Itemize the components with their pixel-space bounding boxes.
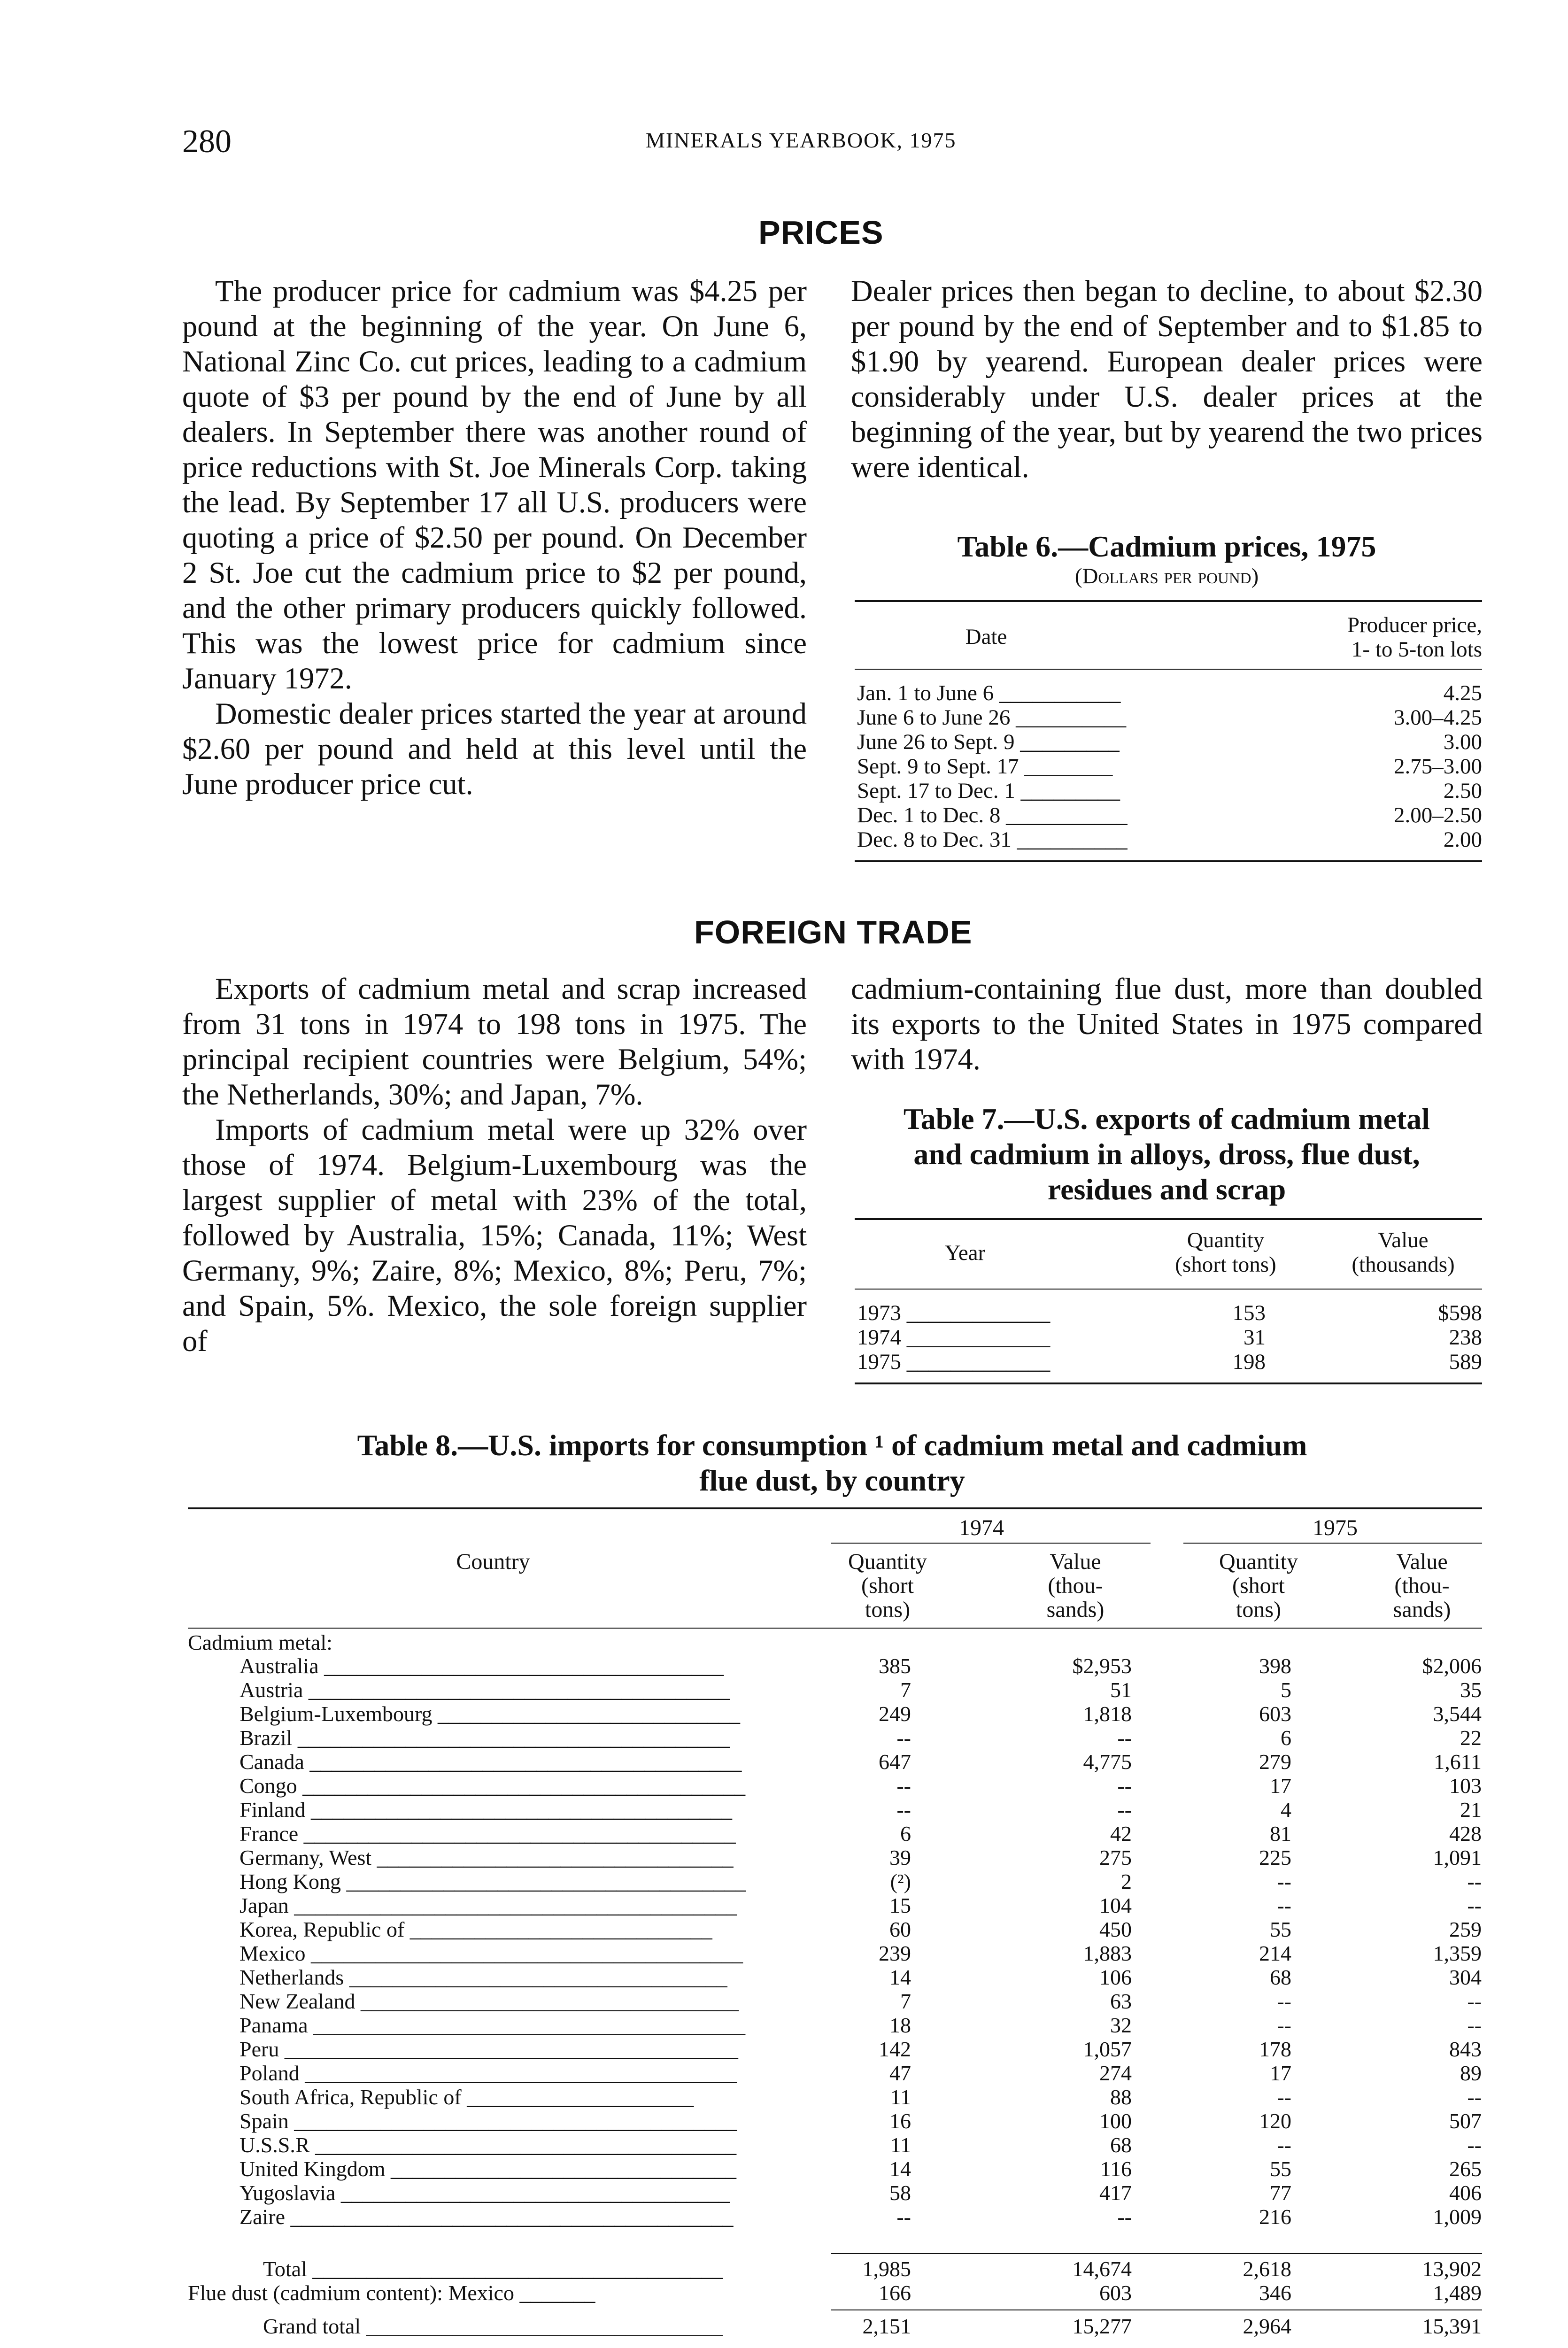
table8-value-1974: 51 [1110, 1678, 1132, 1702]
table6-row [857, 754, 1482, 779]
table8-qty-1975: 68 [1270, 1965, 1291, 1989]
table8-val1975-l3: sands) [1393, 1597, 1451, 1622]
table8-qty-1974: 6 [900, 1822, 911, 1846]
table8-country: Panama ________________________________________ [239, 2013, 746, 2037]
table8-val1975-l2: (thou- [1394, 1573, 1450, 1598]
table6-row [857, 730, 1482, 754]
table6-price: 3.00–4.25 [1394, 705, 1482, 730]
table6-bottom-rule [855, 860, 1482, 862]
table7-col-qty-line2: (short tons) [1175, 1252, 1276, 1277]
table8-value-1975: 1,091 [1433, 1846, 1482, 1869]
page-number: 280 [182, 124, 232, 160]
table7-col-value-line2: (thousands) [1352, 1252, 1455, 1277]
table8-qty-1974: 7 [900, 1989, 911, 2013]
table8-row [188, 1941, 1482, 1965]
table6-date: Sept. 17 to Dec. 1 _________ [857, 779, 1120, 803]
table8-country: Total ______________________________________ [263, 2257, 723, 2281]
table8-row [188, 1678, 1482, 1702]
table8-qty-1974: 11 [890, 2133, 911, 2157]
table8-value-1975: 13,902 [1422, 2257, 1482, 2281]
table8-value-1975: 304 [1449, 1965, 1482, 1989]
table8-value-1975: -- [1467, 1869, 1482, 1893]
table8-qty-1974: -- [896, 1798, 911, 1822]
table8-value-1974: 63 [1110, 1989, 1132, 2013]
table8-value-1975: -- [1467, 2085, 1482, 2109]
table8-qty-1974: 39 [889, 1846, 911, 1869]
foreign-trade-left-para-1: Exports of cadmium metal and scrap increased from 31 tons in 1974 to 198 tons in 1975. The principal recipient countries were Belgium, 54%; the Netherlands, 30%; and Japan, 7%. [182, 972, 807, 1111]
prices-left-para-2: Domestic dealer prices started the year at around $2.60 per pound and held at this level until the June producer price cut. [182, 697, 807, 801]
table8-country: Canada ________________________________________ [239, 1750, 742, 1774]
foreign-trade-left-para-2: Imports of cadmium metal were up 32% over those of 1974. Belgium-Luxembourg was the largest supplier of metal with 23% of the total, followed by Australia, 15%; Canada, 11%; West Germany, 9%; Zaire, 8%; Mexico, 8%; Peru, 7%; and Spain, 5%. Mexico, the sole foreign supplier of [182, 1113, 807, 1358]
table8-country: Korea, Republic of ____________________________ [239, 1917, 712, 1941]
table7-col-year: Year [944, 1241, 986, 1265]
table8-row [188, 1774, 1482, 1798]
table8-value-1974: 116 [1100, 2157, 1132, 2181]
table8-qty-1974: 11 [890, 2085, 911, 2109]
table8-value-1974: 603 [1099, 2281, 1132, 2305]
table8-qty-1975: 55 [1270, 2157, 1291, 2181]
table6-caption: Table 6.—Cadmium prices, 1975 [957, 530, 1376, 563]
table8-value-1974: 68 [1110, 2133, 1132, 2157]
table8-country: Yugoslavia ____________________________________ [239, 2181, 730, 2205]
table8-value-1975: -- [1467, 1893, 1482, 1917]
table8-country: Spain _________________________________________ [239, 2109, 737, 2133]
table8-qty-1975: 55 [1270, 1917, 1291, 1941]
table8-value-1975: 1,611 [1434, 1750, 1482, 1774]
table8-row [188, 1726, 1482, 1750]
table8-row [188, 1846, 1482, 1869]
foreign-trade-right-para: cadmium-containing flue dust, more than doubled its exports to the United States in 1975 compared with 1974. [851, 972, 1483, 1076]
table8-year1: 1974 [959, 1515, 1004, 1540]
table8-value-1974: 275 [1099, 1846, 1132, 1869]
table8-value-1975: 103 [1449, 1774, 1482, 1798]
table8-qty-1975: 5 [1281, 1678, 1291, 1702]
table8-qty-1975: 216 [1259, 2205, 1291, 2229]
table7-caption-line2: and cadmium in alloys, dross, flue dust, [913, 1137, 1420, 1171]
table8-row [188, 1965, 1482, 1989]
table8-value-1974: $2,953 [1072, 1654, 1132, 1678]
table8-qty-1975: 2,964 [1243, 2314, 1291, 2338]
table6-date: Jan. 1 to June 6 ___________ [857, 681, 1121, 705]
table8-value-1975: 3,544 [1433, 1702, 1482, 1726]
table8-value-1975: 1,009 [1433, 2205, 1482, 2229]
table8-value-1975: 89 [1460, 2061, 1482, 2085]
table8-qty-1975: 4 [1281, 1798, 1291, 1822]
table8-value-1974: -- [1117, 1774, 1132, 1798]
table8-caption [182, 1428, 1482, 1498]
table8-qty-1975: -- [1277, 2085, 1291, 2109]
table8-row [188, 2181, 1482, 2205]
table6-price: 2.75–3.00 [1394, 754, 1482, 779]
table8-value-1974: 274 [1099, 2061, 1132, 2085]
prices-left-para-1: The producer price for cadmium was $4.25 per pound at the beginning of the year. On June 6, National Zinc Co. cut prices, leading to a cadmium quote of $3 per pound by the end of June by all dealers. In September there was another round of price reductions with St. Joe Minerals Corp. taking the lead. By September 17 all U.S. producers were quoting a price of $2.50 per pound. On December 2 St. Joe cut the cadmium price to $2 per pound, and the other primary producers quickly followed. This was the lowest price for cadmium since January 1972. [182, 274, 807, 695]
table7-caption-line3: residues and scrap [1047, 1173, 1286, 1206]
table8-qty1974-l1: Quantity [848, 1549, 927, 1574]
table8-qty-1974: 18 [889, 2013, 911, 2037]
table8-qty-1974: 16 [889, 2109, 911, 2133]
table8-qty-1975: -- [1277, 1869, 1291, 1893]
table8-country: U.S.S.R _______________________________________ [239, 2133, 737, 2157]
table8-qty-1974: 60 [889, 1917, 911, 1941]
foreign-trade-heading: FOREIGN TRADE [694, 914, 973, 950]
table8-col-val-1975 [1362, 1550, 1482, 1622]
prices-right-para: Dealer prices then began to decline, to about $2.30 per pound by the end of September and to $1.85 to $1.90 by yearend. European dealer prices were considerably under U.S. dealer prices at the beginning of the year, but by yearend the two prices were identical. [851, 274, 1483, 484]
table8-value-1975: -- [1467, 1989, 1482, 2013]
table8-val1974-l2: (thou- [1048, 1573, 1103, 1598]
table7-qty: 198 [1232, 1350, 1266, 1374]
table6-header-rule [855, 669, 1482, 670]
table8-caption-line1: Table 8.—U.S. imports for consumption ¹ of cadmium metal and cadmium [357, 1429, 1307, 1462]
table8-value-1975: 406 [1449, 2181, 1482, 2205]
table6-price: 2.00–2.50 [1394, 803, 1482, 827]
table8-qty-1974: 2,151 [862, 2314, 911, 2338]
table8-value-1974: -- [1117, 1798, 1132, 1822]
table7-value: 238 [1449, 1325, 1482, 1350]
table6-date: June 6 to June 26 __________ [857, 705, 1127, 730]
table8-country: Congo _________________________________________ [239, 1774, 746, 1798]
table8-value-1975: 15,391 [1422, 2314, 1482, 2338]
table6-col-price [1268, 613, 1482, 662]
table8-qty1975-l2: (short [1232, 1573, 1285, 1598]
table8-country: Mexico ________________________________________ [239, 1941, 743, 1965]
table8-qty-1975: -- [1277, 2013, 1291, 2037]
table8-qty-1975: 225 [1259, 1846, 1291, 1869]
table8-qty-1975: -- [1277, 2133, 1291, 2157]
table8-qty1974-l3: tons) [865, 1597, 910, 1622]
table8-caption-line2: flue dust, by country [699, 1464, 965, 1497]
table8-subtotal-rule [831, 2253, 1482, 2254]
table7-col-value [1324, 1228, 1482, 1277]
table8-country: Zaire _________________________________________ [239, 2205, 734, 2229]
table6-row [857, 681, 1482, 705]
table6-price: 2.00 [1443, 827, 1482, 852]
foreign-trade-right-column [851, 971, 1483, 1077]
table8-qty-1974: 15 [889, 1893, 911, 1917]
table8-qty1974-l2: (short [861, 1573, 914, 1598]
table8-country: Brazil ________________________________________ [239, 1726, 730, 1750]
table6-col-price-line1: Producer price, [1347, 613, 1482, 637]
table8-value-1974: 42 [1110, 1822, 1132, 1846]
table8-value-1974: 14,674 [1072, 2257, 1132, 2281]
table8-value-1974: -- [1117, 2205, 1132, 2229]
table8-row [188, 2133, 1482, 2157]
table8-value-1975: -- [1467, 2013, 1482, 2037]
table8-qty-1974: 7 [900, 1678, 911, 1702]
table8-qty-1974: 249 [879, 1702, 911, 1726]
table8-row [188, 1989, 1482, 2013]
table8-qty-1974: 14 [889, 1965, 911, 1989]
table8-value-1975: 35 [1460, 1678, 1482, 1702]
table8-country: New Zealand ___________________________________ [239, 1989, 739, 2013]
table8-qty-1975: 214 [1259, 1941, 1291, 1965]
table8-qty-1975: 398 [1259, 1654, 1291, 1678]
table8-row [188, 2109, 1482, 2133]
table6-date: Dec. 1 to Dec. 8 ___________ [857, 803, 1128, 827]
table8-row [188, 1654, 1482, 1678]
table8-group-label: Cadmium metal: [188, 1630, 332, 1654]
table8-year2-rule [1183, 1543, 1482, 1544]
table8-row [188, 2157, 1482, 2181]
table8-row [188, 1893, 1482, 1917]
table6-row [857, 803, 1482, 827]
table8-value-1975: 507 [1449, 2109, 1482, 2133]
table8-value-1974: 106 [1099, 1965, 1132, 1989]
table8-qty-1975: -- [1277, 1989, 1291, 2013]
table8-row [188, 2257, 1482, 2281]
table8-qty-1975: 178 [1259, 2037, 1291, 2061]
table8-qty1975-l3: tons) [1236, 1597, 1281, 1622]
table8-qty-1974: 647 [879, 1750, 911, 1774]
table8-col-qty-1975 [1188, 1550, 1329, 1622]
foreign-trade-left-column [182, 971, 807, 1359]
table8-value-1974: 15,277 [1072, 2314, 1132, 2338]
table8-value-1974: -- [1117, 1726, 1132, 1750]
table7-header-rule [855, 1289, 1482, 1290]
table6-col-date: Date [965, 625, 1007, 649]
table7-year: 1973 _____________ [857, 1301, 1050, 1325]
table8-country: Netherlands ___________________________________ [239, 1965, 727, 1989]
table8-qty-1975: 17 [1270, 2061, 1291, 2085]
table8-value-1974: 1,057 [1083, 2037, 1132, 2061]
table8-value-1975: 265 [1449, 2157, 1482, 2181]
table8-header-rule [188, 1628, 1482, 1629]
table8-row [188, 1702, 1482, 1726]
prices-heading: PRICES [758, 214, 884, 251]
table6-col-price-line2: 1- to 5-ton lots [1351, 637, 1482, 662]
table7-value: 589 [1449, 1350, 1482, 1374]
table8-value-1974: 1,818 [1083, 1702, 1132, 1726]
table8-country: Japan _________________________________________ [239, 1893, 737, 1917]
table6-row [857, 705, 1482, 730]
table8-val1975-l1: Value [1396, 1549, 1448, 1574]
table8-value-1975: 21 [1460, 1798, 1482, 1822]
table8-qty-1975: 81 [1270, 1822, 1291, 1846]
table8-top-rule [188, 1507, 1482, 1509]
table8-value-1974: 88 [1110, 2085, 1132, 2109]
table8-col-country: Country [456, 1549, 530, 1574]
table8-value-1975: 22 [1460, 1726, 1482, 1750]
table8-country: Flue dust (cadmium content): Mexico _______ [188, 2281, 595, 2305]
table8-country: France ________________________________________ [239, 1822, 736, 1846]
table8-grandtotal-rule [831, 2309, 1482, 2310]
table8-qty-1974: 142 [879, 2037, 911, 2061]
table8-qty1975-l1: Quantity [1219, 1549, 1298, 1574]
table8-qty-1975: 6 [1281, 1726, 1291, 1750]
table8-country: Grand total _________________________________ [263, 2314, 723, 2338]
table8-value-1974: 417 [1099, 2181, 1132, 2205]
table8-row [188, 1750, 1482, 1774]
table7-qty: 31 [1244, 1325, 1266, 1350]
table8-row [188, 1822, 1482, 1846]
table8-qty-1975: -- [1277, 1893, 1291, 1917]
table6-row [857, 779, 1482, 803]
table8-row [188, 2314, 1482, 2338]
table8-qty-1974: 1,985 [862, 2257, 911, 2281]
table7-row [857, 1350, 1482, 1374]
table6-price: 3.00 [1443, 730, 1482, 754]
table8-country: Belgium-Luxembourg ____________________________ [239, 1702, 741, 1726]
running-title: MINERALS YEARBOOK, 1975 [646, 128, 957, 152]
table6-row [857, 827, 1482, 852]
table7-col-value-line1: Value [1378, 1228, 1429, 1252]
table8-year2: 1975 [1313, 1515, 1358, 1540]
table7-row [857, 1325, 1482, 1350]
table8-col-qty-1974 [817, 1550, 958, 1622]
table8-qty-1975: 120 [1259, 2109, 1291, 2133]
table7-caption [851, 1101, 1483, 1207]
prices-right-column [851, 273, 1483, 485]
table8-qty-1974: -- [896, 1726, 911, 1750]
table8-qty-1975: 2,618 [1243, 2257, 1291, 2281]
table8-qty-1974: -- [896, 1774, 911, 1798]
table8-qty-1974: 239 [879, 1941, 911, 1965]
table6-price: 2.50 [1443, 779, 1482, 803]
table8-qty-1974: 166 [879, 2281, 911, 2305]
table8-qty-1975: 279 [1259, 1750, 1291, 1774]
table8-row [188, 1869, 1482, 1893]
table8-row [188, 2205, 1482, 2229]
table8-qty-1974: -- [896, 2205, 911, 2229]
table7-value: $598 [1438, 1301, 1482, 1325]
table8-country: Australia _____________________________________ [239, 1654, 724, 1678]
table8-value-1974: 450 [1099, 1917, 1132, 1941]
table7-year: 1975 _____________ [857, 1350, 1050, 1374]
table8-val1974-l3: sands) [1046, 1597, 1105, 1622]
table8-value-1975: -- [1467, 2133, 1482, 2157]
table8-row [188, 2281, 1482, 2305]
table6-subcaption: (Dollars per pound) [1074, 564, 1259, 588]
table8-value-1974: 100 [1099, 2109, 1132, 2133]
table8-value-1974: 4,775 [1083, 1750, 1132, 1774]
table7-qty: 153 [1232, 1301, 1266, 1325]
table8-value-1975: $2,006 [1422, 1654, 1482, 1678]
table8-val1974-l1: Value [1050, 1549, 1101, 1574]
table8-year1-rule [831, 1543, 1151, 1544]
table8-country: Finland _______________________________________ [239, 1798, 733, 1822]
table8-qty-1975: 346 [1259, 2281, 1291, 2305]
table8-value-1975: 843 [1449, 2037, 1482, 2061]
table8-qty-1974: 47 [889, 2061, 911, 2085]
table8-qty-1975: 77 [1270, 2181, 1291, 2205]
table8-value-1974: 32 [1110, 2013, 1132, 2037]
table6-price: 4.25 [1443, 681, 1482, 705]
table8-value-1975: 1,489 [1433, 2281, 1482, 2305]
table7-col-qty [1127, 1228, 1324, 1277]
table8-value-1975: 259 [1449, 1917, 1482, 1941]
table8-row [188, 2037, 1482, 2061]
table7-bottom-rule [855, 1383, 1482, 1384]
table8-country: South Africa, Republic of _____________________ [239, 2085, 694, 2109]
table8-country: Poland ________________________________________ [239, 2061, 737, 2085]
prices-left-column [182, 273, 807, 802]
table8-qty-1975: 17 [1270, 1774, 1291, 1798]
table6-top-rule [855, 600, 1482, 602]
table8-qty-1974: 58 [889, 2181, 911, 2205]
table6-date: June 26 to Sept. 9 _________ [857, 730, 1120, 754]
table8-country: Hong Kong _____________________________________ [239, 1869, 746, 1893]
table8-value-1975: 1,359 [1433, 1941, 1482, 1965]
table7-top-rule [855, 1218, 1482, 1220]
table8-row [188, 1798, 1482, 1822]
table8-row [188, 2061, 1482, 2085]
table8-qty-1974: (²) [890, 1869, 911, 1893]
table8-row [188, 2013, 1482, 2037]
table8-value-1975: 428 [1449, 1822, 1482, 1846]
table8-value-1974: 1,883 [1083, 1941, 1132, 1965]
table8-qty-1974: 14 [889, 2157, 911, 2181]
table8-qty-1975: 603 [1259, 1702, 1291, 1726]
table8-value-1974: 104 [1099, 1893, 1132, 1917]
table8-col-val-1974 [1010, 1550, 1141, 1622]
table8-value-1974: 2 [1121, 1869, 1132, 1893]
table8-country: Austria _______________________________________ [239, 1678, 730, 1702]
table8-country: Germany, West _________________________________ [239, 1846, 734, 1869]
table8-country: Peru __________________________________________ [239, 2037, 738, 2061]
table6-date: Dec. 8 to Dec. 31 __________ [857, 827, 1128, 852]
table7-year: 1974 _____________ [857, 1325, 1050, 1350]
table8-row [188, 1917, 1482, 1941]
table7-col-qty-line1: Quantity [1187, 1228, 1265, 1252]
table8-row [188, 2085, 1482, 2109]
table8-qty-1974: 385 [879, 1654, 911, 1678]
table7-caption-line1: Table 7.—U.S. exports of cadmium metal [903, 1102, 1430, 1135]
table7-row [857, 1301, 1482, 1325]
table6-date: Sept. 9 to Sept. 17 ________ [857, 754, 1113, 779]
table8-country: United Kingdom ________________________________ [239, 2157, 736, 2181]
